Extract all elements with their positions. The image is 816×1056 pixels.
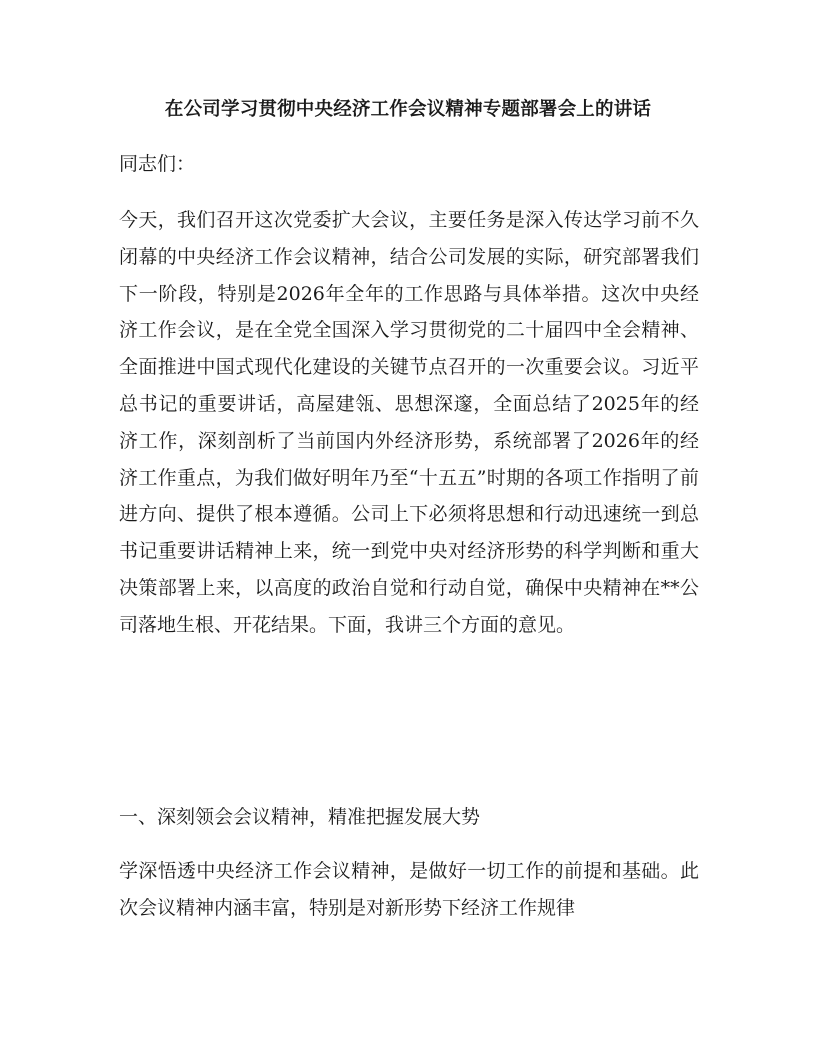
section-heading-1: 一、深刻领会会议精神，精准把握发展大势 xyxy=(119,806,481,828)
body-paragraph-intro: 今天，我们召开这次党委扩大会议，主要任务是深入传达学习前不久闭幕的中央经济工作会议精神，结合公司发展的实际，研究部署我们下一阶段，特别是2026年全年的工作思路与具体举措。这次中央经济工作会议，是在全党全国深入学习贯彻党的二十届四中全会精神、全面推进中国式现代化建设的关键节点召开的一次重要会议。习近平总书记的重要讲话，高屋建瓴、思想深邃，全面总结了2025年的经济工作，深刻剖析了当前国内外经济形势，系统部署了2026年的经济工作重点，为我们做好明年乃至“十五五”时期的各项工作指明了前进方向、提供了根本遵循。公司上下必须将思想和行动迅速统一到总书记重要讲话精神上来，统一到党中央对经济形势的科学判断和重大决策部署上来，以高度的政治自觉和行动自觉，确保中央精神在**公司落地生根、开花结果。下面，我讲三个方面的意见。 xyxy=(119,209,699,636)
body-paragraph-section-1: 学深悟透中央经济工作会议精神，是做好一切工作的前提和基础。此次会议精神内涵丰富，特别是对新形势下经济工作规律 xyxy=(119,860,699,919)
salutation: 同志们： xyxy=(119,153,196,175)
document-title: 在公司学习贯彻中央经济工作会议精神专题部署会上的讲话 xyxy=(164,99,652,120)
